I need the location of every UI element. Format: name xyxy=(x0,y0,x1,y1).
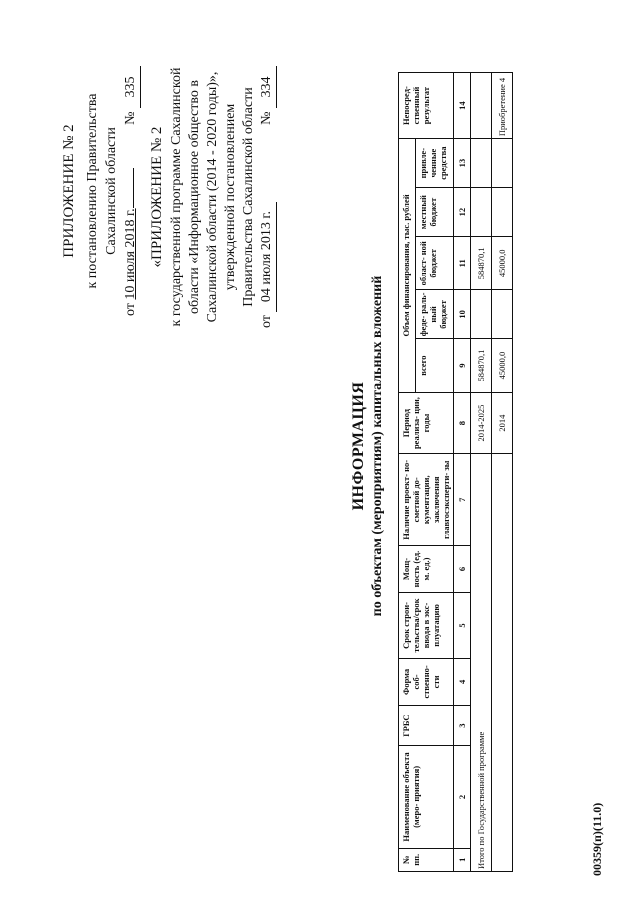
column-number: 11 xyxy=(454,237,471,290)
column-number: 10 xyxy=(454,290,471,339)
column-number: 12 xyxy=(454,188,471,237)
header-total: всего xyxy=(415,339,454,392)
cell-result xyxy=(471,73,492,139)
document-title: ИНФОРМАЦИЯ xyxy=(350,381,367,511)
document-heading xyxy=(350,16,386,876)
program-from-label: от xyxy=(259,315,274,328)
cell-local xyxy=(471,188,492,237)
header-number: № пп. xyxy=(399,848,454,871)
header-grbs: ГРБС xyxy=(399,705,454,745)
cell-total: 584870,1 xyxy=(471,339,492,392)
decree-line-1: к постановлению Правительства xyxy=(85,93,100,289)
decree-date: 10 июля 2018 г. xyxy=(123,208,138,300)
program-line-5: Правительства Сахалинской области xyxy=(241,87,256,307)
decree-from-label: от xyxy=(123,303,138,316)
program-line-1: к государственной программе Сахалинской xyxy=(169,67,184,327)
table-row xyxy=(492,73,513,872)
document-subtitle: по объектам (мероприятиям) капитальных вложений xyxy=(370,275,385,617)
header-attracted: привле- ченные средства xyxy=(415,139,454,188)
decree-number-label: № xyxy=(123,111,138,125)
column-number: 5 xyxy=(454,592,471,658)
header-period: Период реализа- ции, годы xyxy=(399,392,454,454)
cell-local xyxy=(492,188,513,237)
total-label: Итого по Государственной программе xyxy=(471,454,492,872)
program-date: 04 июля 2013 г. xyxy=(258,202,277,312)
cell-regional: 584870,1 xyxy=(471,237,492,290)
decree-attachment-block xyxy=(60,66,141,316)
column-number: 13 xyxy=(454,139,471,188)
cell-attracted xyxy=(471,139,492,188)
header-construction-term: Срок строи- тельства/срок ввода в экс- плуатацию xyxy=(399,592,454,658)
column-number: 6 xyxy=(454,546,471,593)
decree-date-underline xyxy=(133,168,134,208)
column-number: 1 xyxy=(454,848,471,871)
program-attachment-title: «ПРИЛОЖЕНИЕ № 2 xyxy=(149,126,165,268)
column-number: 8 xyxy=(454,392,471,454)
cell-federal xyxy=(471,290,492,339)
decree-line-2: Сахалинской области xyxy=(104,127,119,255)
rotated-sheet xyxy=(20,16,620,876)
header-funding: Объем финансирования, тыс. рублей xyxy=(399,139,416,393)
column-number: 9 xyxy=(454,339,471,392)
column-number: 3 xyxy=(454,705,471,745)
header-project-docs: Наличие проект- но-сметной до- кументации, заключения главгосэксперти- зы xyxy=(399,454,454,546)
header-ownership-form: Форма соб- ственно- сти xyxy=(399,658,454,705)
column-number: 7 xyxy=(454,454,471,546)
header-federal: феде- раль- ный бюджет xyxy=(415,290,454,339)
cell-period: 2014-2025 xyxy=(471,392,492,454)
cell-result: Приобретение 4 xyxy=(492,73,513,139)
program-line-3: Сахалинской области (2014 - 2020 годы)», xyxy=(205,71,220,323)
decree-number: 335 xyxy=(121,66,141,108)
cell-federal xyxy=(492,290,513,339)
program-attachment-block xyxy=(148,66,277,328)
capital-investments-table xyxy=(398,72,513,872)
header-capacity: Мощ- ность (ед. м. ед.) xyxy=(399,546,454,593)
cell-period: 2014 xyxy=(492,392,513,454)
decree-attachment-title: ПРИЛОЖЕНИЕ № 2 xyxy=(61,124,77,258)
program-number: 334 xyxy=(258,66,277,108)
column-number: 14 xyxy=(454,73,471,139)
program-date-line xyxy=(258,66,277,328)
program-number-label: № xyxy=(259,111,274,125)
column-number: 2 xyxy=(454,746,471,848)
table-header-row xyxy=(399,73,416,872)
cell-attracted xyxy=(492,139,513,188)
cell-empty xyxy=(492,454,513,872)
program-line-4: утвержденной постановлением xyxy=(223,103,238,291)
cell-total: 45000,0 xyxy=(492,339,513,392)
cell-regional: 45000,0 xyxy=(492,237,513,290)
header-result: Непосред- ственный результат xyxy=(399,73,454,139)
column-number-row xyxy=(454,73,471,872)
table-row xyxy=(471,73,492,872)
decree-date-line xyxy=(121,66,141,316)
program-line-2: области «Информационное общество в xyxy=(187,80,202,315)
column-number: 4 xyxy=(454,658,471,705)
document-code: 00359(п)(11.0) xyxy=(590,802,604,876)
header-local: местный бюджет xyxy=(415,188,454,237)
header-regional: област- ной бюджет xyxy=(415,237,454,290)
header-object-name: Наименование объекта (меро- приятия) xyxy=(399,746,454,848)
